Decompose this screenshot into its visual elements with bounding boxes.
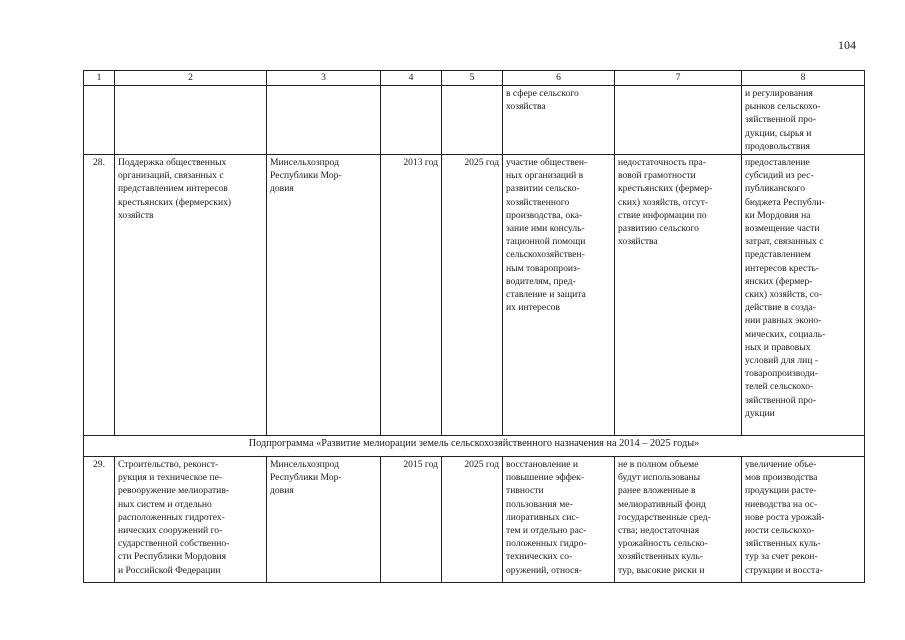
row-number: 29. <box>84 457 115 583</box>
continued-row <box>84 86 865 155</box>
start-year-cell: 2013 год <box>381 155 442 436</box>
consequences-cell: недостаточность пра- вовой грамотности крестьянских (фермер- ских) хозяйств, отсут- ствие информации по развитию сельского хозяйства <box>615 155 742 436</box>
table-row <box>84 457 865 583</box>
column-header: 3 <box>267 71 381 86</box>
column-header: 2 <box>115 71 267 86</box>
column-header: 6 <box>503 71 615 86</box>
column-header: 5 <box>442 71 503 86</box>
subprogram-row <box>84 436 865 457</box>
table-row <box>84 155 865 436</box>
result-cell: участие обществен- ных организаций в развитии сельско- хозяйственного производства, ока- зание ими консуль- тационной помощи сельскохозяйствен- ным товаропроиз- водителям, пред- ставление и защита их интересов <box>503 155 615 436</box>
column-header: 8 <box>742 71 865 86</box>
executor-cell: Минсельхозпрод Республики Мор- довия <box>267 155 381 436</box>
row-number: 28. <box>84 155 115 436</box>
result-cell: восстановление и повышение эффек- тивности пользования ме- лиоративных сис- тем и отдельно рас- положенных гидро- технических со- оружений, относя- <box>503 457 615 583</box>
column-header: 7 <box>615 71 742 86</box>
end-year-cell: 2025 год <box>442 155 503 436</box>
subprogram-title: Подпрограмма «Развитие мелиорации земель сельскохозяйственного назначения на 2014 – 2025 годы» <box>84 436 865 457</box>
column-header: 1 <box>84 71 115 86</box>
column-number-row <box>84 71 865 86</box>
indicators-cell: увеличение объе- мов производства продукции расте- ниеводства на ос- нове роста урожай- ности сельскохо- зяйственных куль- тур за счет рекон- струкции и восста- <box>742 457 865 583</box>
continued-indicators-cell: и регулирования рынков сельскохо- зяйственной про- дукции, сырья и продовольствия <box>742 86 865 155</box>
start-year-cell: 2015 год <box>381 457 442 583</box>
executor-cell: Минсельхозпрод Республики Мор- довия <box>267 457 381 583</box>
program-activities-table <box>83 70 865 583</box>
continued-result-cell: в сфере сельского хозяйства <box>503 86 615 155</box>
page-number: 104 <box>838 38 856 52</box>
consequences-cell: не в полном объеме будут использованы ранее вложенные в мелиоративный фонд государственные сред- ства; недостаточная урожайность сельско- хозяйственных куль- тур, высокие риски и <box>615 457 742 583</box>
end-year-cell: 2025 год <box>442 457 503 583</box>
event-cell: Поддержка общественных организаций, связанных с представлением интересов крестьянских (фермерских) хозяйств <box>115 155 267 436</box>
column-header: 4 <box>381 71 442 86</box>
event-cell: Строительство, реконст- рукция и техническое пе- ревооружение мелиоратив- ных систем и отдельно расположенных гидротех- нических сооружений го- сударственной собственно- сти Республики Мордовия и Российской Федерации <box>115 457 267 583</box>
indicators-cell: предоставление субсидий из рес- публиканского бюджета Республи- ки Мордовия на возмещение части затрат, связанных с представлением интересов кресть- янских (фермер- ских) хозяйств, со- действие в созда- нии равных эконо- мических, социаль- ных и правовых условий для лиц - товаропроизводи- телей сельскохо- зяйственной про- дукции <box>742 155 865 436</box>
